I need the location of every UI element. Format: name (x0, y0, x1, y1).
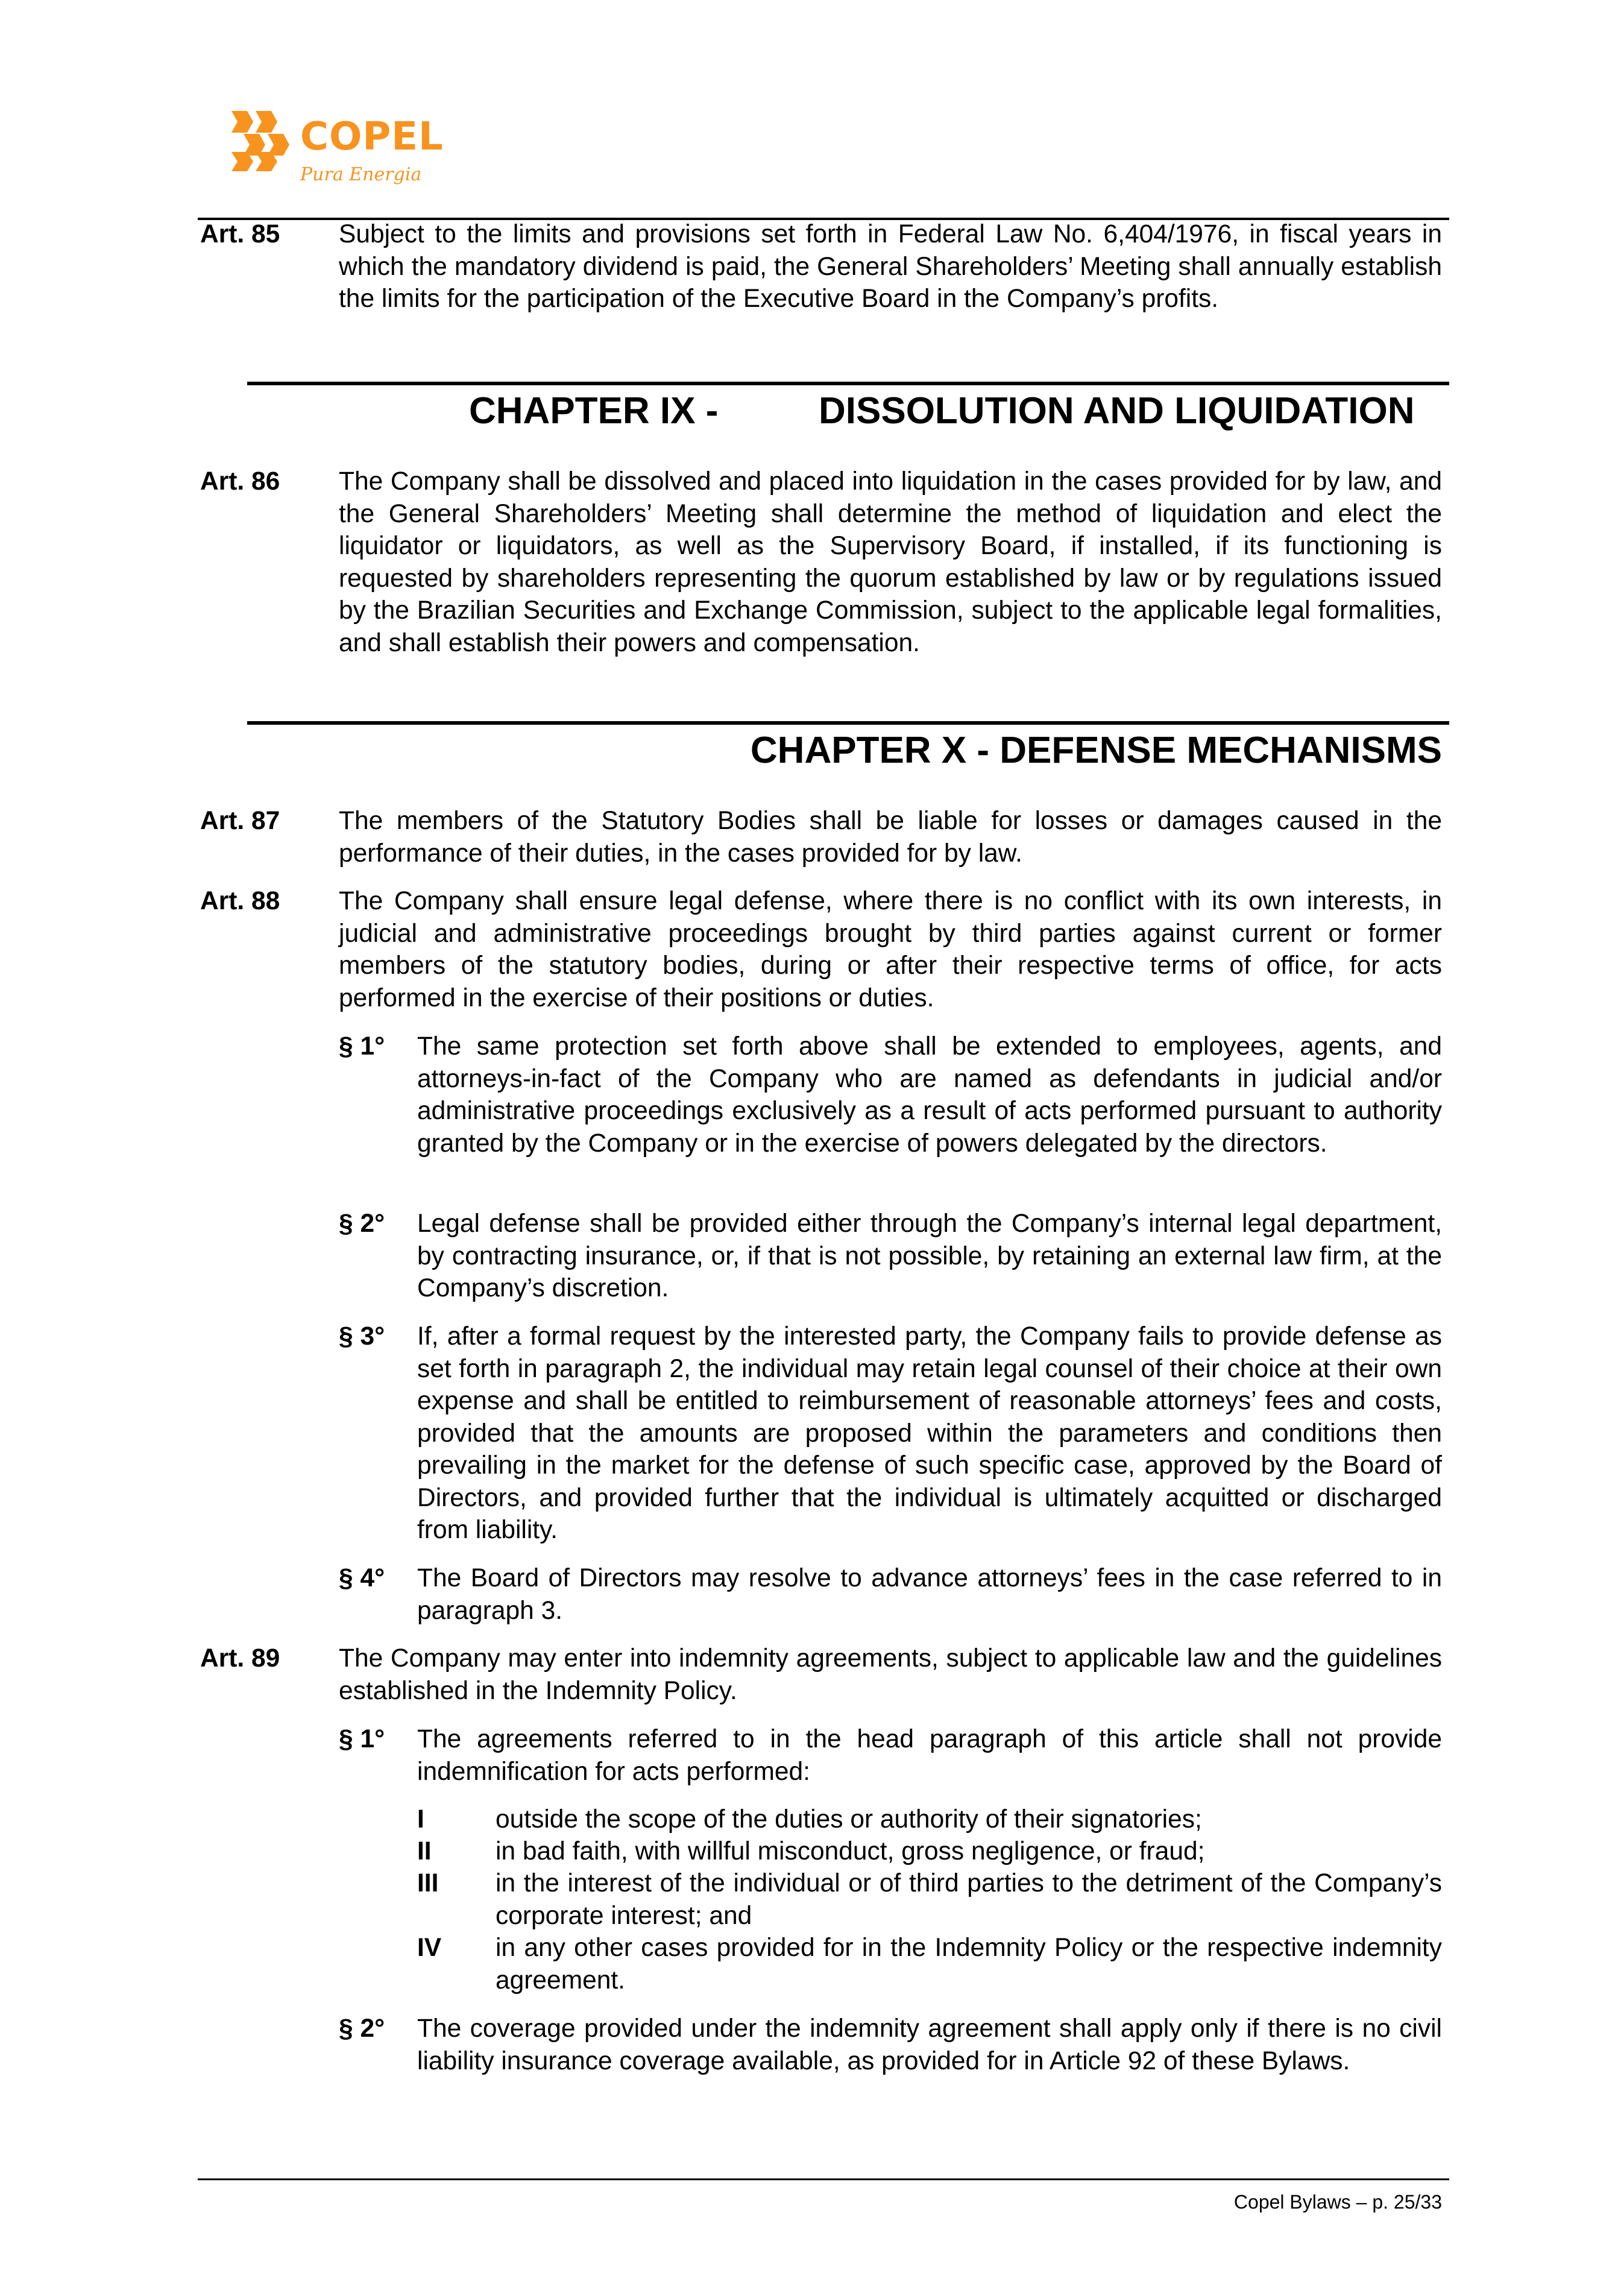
art-89-par-1-label: § 1° (339, 1725, 385, 1753)
art-85-text: Subject to the limits and provisions set forth in Federal Law No. 6,404/1976, in fiscal years in which the mandatory dividend is paid, the General Shareholders’ Meeting shall annually establish the limits for the participation of the Executive Board in the Company’s profits. (339, 220, 1442, 313)
page-footer: Copel Bylaws – p. 25/33 (1233, 2191, 1442, 2213)
art-88-par-3-label: § 3° (339, 1322, 385, 1351)
art-88-text: The Company shall ensure legal defense, where there is no conflict with its own interests, in judicial and administrative proceedings brought by third parties against current or former members of the statutory bodies, during or after their respective terms of office, for acts performed in the exercise of their positions or duties. (339, 887, 1442, 1012)
art-89-item-3-label: III (417, 1869, 439, 1897)
art-89-item-3-text: in the interest of the individual or of third parties to the detriment of the Company’s corporate interest; and (496, 1869, 1442, 1930)
art-88-label: Art. 88 (200, 887, 280, 915)
chapter-10-rule (247, 721, 1449, 725)
chapter-10-title: CHAPTER X - DEFENSE MECHANISMS (750, 730, 1442, 771)
art-86-label: Art. 86 (200, 467, 280, 496)
art-89-label: Art. 89 (200, 1644, 280, 1673)
art-88-par-1-text: The same protection set forth above shall be extended to employees, agents, and attorneys-in-fact of the Company who are named as defendants in judicial and/or administrative proceedings exclusively as a result of acts performed pursuant to authority granted by the Company or in the exercise of powers delegated by the directors. (417, 1032, 1442, 1158)
art-88-par-4-label: § 4° (339, 1564, 385, 1592)
art-88-par-4-text: The Board of Directors may resolve to advance attorneys’ fees in the case referred to in paragraph 3. (417, 1564, 1442, 1625)
chapter-9-title: DISSOLUTION AND LIQUIDATION (819, 390, 1415, 432)
art-85-label: Art. 85 (200, 220, 280, 248)
art-88-par-1-label: § 1° (339, 1032, 385, 1061)
art-89-par-1-text: The agreements referred to in the head paragraph of this article shall not provide indemnification for acts performed: (417, 1725, 1442, 1786)
art-89-item-2-label: II (417, 1837, 432, 1866)
copel-logo-mark-icon (229, 110, 292, 172)
art-88-par-3-text: If, after a formal request by the interested party, the Company fails to provide defense as set forth in paragraph 2, the individual may retain legal counsel of their choice at their own expense and shall be entitled to reimbursement of reasonable attorneys’ fees and costs, provided that the amounts are proposed within the parameters and conditions then prevailing in the market for the defense of such specific case, approved by the Board of Directors, and provided further that the individual is ultimately acquitted or discharged from liability. (417, 1322, 1442, 1544)
art-87-label: Art. 87 (200, 807, 280, 835)
footer-rule (198, 2178, 1449, 2180)
chapter-9-number: CHAPTER IX - (469, 390, 719, 432)
art-89-item-1-label: I (417, 1805, 424, 1834)
art-86-text: The Company shall be dissolved and placed into liquidation in the cases provided for by law, and the General Shareholders’ Meeting shall determine the method of liquidation and elect the liquidator or liquidators, as well as the Supervisory Board, if installed, if its functioning is requested by shareholders representing the quorum established by law or by regulations issued by the Brazilian Securities and Exchange Commission, subject to the applicable legal formalities, and shall establish their powers and compensation. (339, 467, 1442, 657)
art-89-item-4-text: in any other cases provided for in the Indemnity Policy or the respective indemnity agreement. (496, 1934, 1442, 1995)
copel-logo (229, 110, 444, 188)
art-89-item-4-label: IV (417, 1934, 442, 1962)
art-89-par-2-text: The coverage provided under the indemnity agreement shall apply only if there is no civil liability insurance coverage available, as provided for in Article 92 of these Bylaws. (417, 2014, 1442, 2075)
art-88-par-2-text: Legal defense shall be provided either through the Company’s internal legal department, by contracting insurance, or, if that is not possible, by retaining an external law firm, at the Company’s discretion. (417, 1210, 1442, 1302)
art-89-text: The Company may enter into indemnity agreements, subject to applicable law and the guidelines established in the Indemnity Policy. (339, 1644, 1442, 1705)
logo-tagline: Pura Energia (300, 164, 422, 185)
art-87-text: The members of the Statutory Bodies shall be liable for losses or damages caused in the performance of their duties, in the cases provided for by law. (339, 807, 1442, 868)
art-89-par-2-label: § 2° (339, 2014, 385, 2043)
logo-wordmark: COPEL (300, 115, 444, 159)
art-89-item-2-text: in bad faith, with willful misconduct, gross negligence, or fraud; (496, 1837, 1205, 1866)
chapter-9-rule (247, 382, 1449, 385)
art-89-item-1-text: outside the scope of the duties or authority of their signatories; (496, 1805, 1202, 1834)
art-88-par-2-label: § 2° (339, 1210, 385, 1238)
